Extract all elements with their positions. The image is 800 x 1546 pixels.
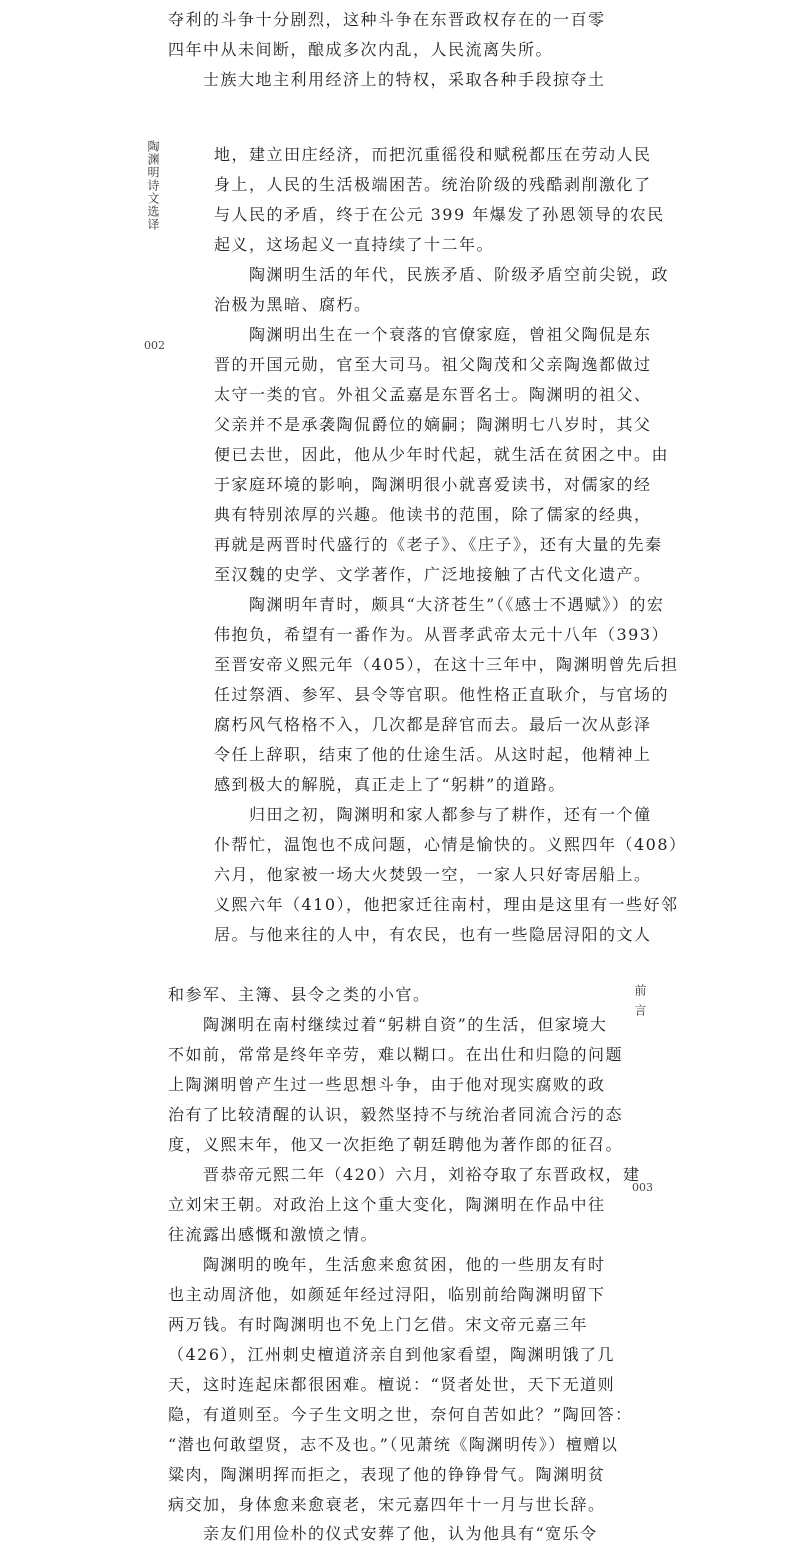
text-line: 身上，人民的生活极端困苦。统治阶级的残酷剥削激化了 bbox=[214, 175, 652, 194]
text-line: 任过祭酒、参军、县令等官职。他性格正直耿介，与官场的 bbox=[214, 685, 670, 704]
text-line: 立刘宋王朝。对政治上这个重大变化，陶渊明在作品中往 bbox=[168, 1195, 606, 1214]
text-line: 太守一类的官。外祖父孟嘉是东晋名士。陶渊明的祖父、 bbox=[214, 385, 652, 404]
text-line: 陶渊明在南村继续过着“躬耕自资”的生活，但家境大 bbox=[168, 1015, 608, 1034]
text-line: 父亲并不是承袭陶侃爵位的嫡嗣；陶渊明七八岁时，其父 bbox=[214, 415, 652, 434]
text-line: 于家庭环境的影响，陶渊明很小就喜爱读书，对儒家的经 bbox=[214, 475, 652, 494]
text-line: 地，建立田庄经济，而把沉重徭役和赋税都压在劳动人民 bbox=[214, 145, 652, 164]
text-line: 不如前，常常是终年辛劳，难以糊口。在出仕和归隐的问题 bbox=[168, 1045, 624, 1064]
text-line: 陶渊明的晚年，生活愈来愈贫困，他的一些朋友有时 bbox=[168, 1255, 606, 1274]
text-line: 晋的开国元勋，官至大司马。祖父陶茂和父亲陶逸都做过 bbox=[214, 355, 652, 374]
text-line: 四年中从未间断，酿成多次内乱，人民流离失所。 bbox=[168, 40, 554, 59]
section-title: 前言 bbox=[633, 984, 647, 1024]
text-line: 度，义熙末年，他又一次拒绝了朝廷聘他为著作郎的征召。 bbox=[168, 1135, 624, 1154]
book-title: 陶渊明诗文选译 bbox=[146, 140, 160, 231]
text-line: 粱肉，陶渊明挥而拒之，表现了他的铮铮骨气。陶渊明贫 bbox=[168, 1465, 606, 1484]
text-line: 居。与他来往的人中，有农民，也有一些隐居浔阳的文人 bbox=[214, 925, 652, 944]
text-line: 义熙六年（410），他把家迁往南村，理由是这里有一些好邻 bbox=[214, 895, 679, 914]
text-line: 陶渊明出生在一个衰落的官僚家庭，曾祖父陶侃是东 bbox=[214, 325, 652, 344]
text-line: 天，这时连起床都很困难。檀说：“贤者处世，天下无道则 bbox=[168, 1375, 616, 1394]
text-line: 腐朽风气格格不入，几次都是辞官而去。最后一次从彭泽 bbox=[214, 715, 652, 734]
text-line: 治极为黑暗、腐朽。 bbox=[214, 295, 372, 314]
text-line: 伟抱负，希望有一番作为。从晋孝武帝太元十八年（393） bbox=[214, 625, 670, 644]
text-line: 令任上辞职，结束了他的仕途生活。从这时起，他精神上 bbox=[214, 745, 652, 764]
text-line: 至晋安帝义熙元年（405），在这十三年中，陶渊明曾先后担 bbox=[214, 655, 679, 674]
text-line: 也主动周济他，如颜延年经过浔阳，临别前给陶渊明留下 bbox=[168, 1285, 606, 1304]
text-line: 两万钱。有时陶渊明也不免上门乞借。宋文帝元嘉三年 bbox=[168, 1315, 589, 1334]
text-line: （426），江州刺史檀道济亲自到他家看望，陶渊明饿了几 bbox=[168, 1345, 616, 1364]
text-line: 陶渊明生活的年代，民族矛盾、阶级矛盾空前尖锐，政 bbox=[214, 265, 670, 284]
text-line: 仆帮忙，温饱也不成问题，心情是愉快的。义熙四年（408） bbox=[214, 835, 687, 854]
text-line: 夺利的斗争十分剧烈，这种斗争在东晋政权存在的一百零 bbox=[168, 10, 606, 29]
text-line: 治有了比较清醒的认识，毅然坚持不与统治者同流合污的态 bbox=[168, 1105, 624, 1124]
text-line: 归田之初，陶渊明和家人都参与了耕作，还有一个僮 bbox=[214, 805, 652, 824]
text-line: 病交加，身体愈来愈衰老，宋元嘉四年十一月与世长辞。 bbox=[168, 1495, 606, 1514]
text-line: 士族大地主利用经济上的特权，采取各种手段掠夺土 bbox=[168, 70, 606, 89]
text-line: 至汉魏的史学、文学著作，广泛地接触了古代文化遗产。 bbox=[214, 565, 652, 584]
text-line: 隐，有道则至。今子生文明之世，奈何自苦如此？”陶回答： bbox=[168, 1405, 633, 1424]
text-line: “潜也何敢望贤，志不及也。”（见萧统《陶渊明传》）檀赠以 bbox=[168, 1435, 619, 1454]
text-line: 感到极大的解脱，真正走上了“躬耕”的道路。 bbox=[214, 775, 566, 794]
text-line: 再就是两晋时代盛行的《老子》、《庄子》，还有大量的先秦 bbox=[214, 535, 663, 554]
text-line: 往流露出感慨和激愤之情。 bbox=[168, 1225, 379, 1244]
text-line: 典有特别浓厚的兴趣。他读书的范围，除了儒家的经典， bbox=[214, 505, 652, 524]
text-line: 起义，这场起义一直持续了十二年。 bbox=[214, 235, 495, 254]
text-line: 与人民的矛盾，终于在公元 399 年爆发了孙恩领导的农民 bbox=[214, 205, 665, 224]
text-line: 便已去世，因此，他从少年时代起，就生活在贫困之中。由 bbox=[214, 445, 670, 464]
text-line: 六月，他家被一场大火焚毁一空，一家人只好寄居船上。 bbox=[214, 865, 652, 884]
text-line: 晋恭帝元熙二年（420）六月，刘裕夺取了东晋政权，建 bbox=[168, 1165, 641, 1184]
text-line: 亲友们用俭朴的仪式安葬了他，认为他具有“宽乐令 bbox=[168, 1524, 598, 1543]
text-line: 和参军、主簿、县令之类的小官。 bbox=[168, 985, 431, 1004]
text-line: 上陶渊明曾产生过一些思想斗争，由于他对现实腐败的政 bbox=[168, 1075, 606, 1094]
page-number: 003 bbox=[632, 1181, 653, 1194]
text-line: 陶渊明年青时，颇具“大济苍生”（《感士不遇赋》）的宏 bbox=[214, 595, 665, 614]
page-number: 002 bbox=[144, 339, 165, 352]
